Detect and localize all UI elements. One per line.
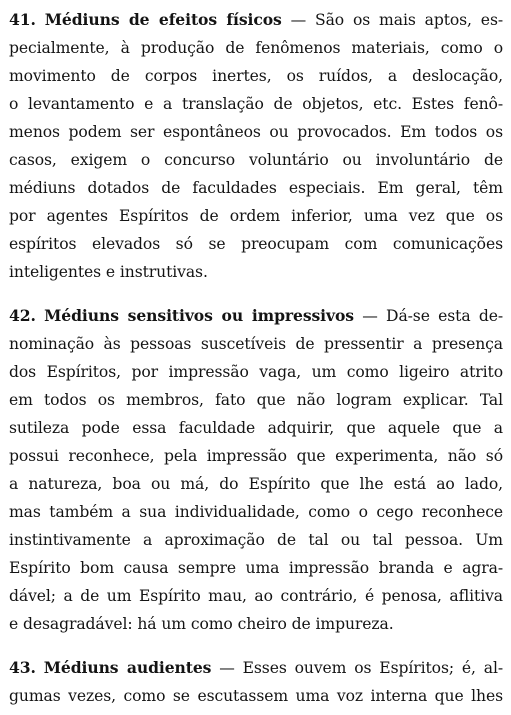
text-line: mas também a sua individualidade, como o cego reconhece [9,503,503,521]
text-run: — Dá-se esta de- [353,307,503,325]
text-line: dável; a de um Espírito mau, ao contrário, é penosa, aflitiva [9,587,503,605]
text-line: em todos os membros, fato que não logram explicar. Tal [9,391,503,409]
text-line: Espírito bom causa sempre uma impressão branda e agra- [9,559,503,577]
text-line: gumas vezes, como se escutassem uma voz interna que lhes [9,687,503,705]
text-run: — São os mais aptos, es- [281,11,503,29]
text-line: a natureza, boa ou má, do Espírito que lhe está ao lado, [9,475,503,493]
text-line: médiuns dotados de faculdades especiais. Em geral, têm [9,179,503,197]
text-line: espíritos elevados só se preocupam com comunicações [9,235,503,253]
text-run: — Esses ouvem os Espíritos; é, al- [211,659,503,677]
text-line: instintivamente a aproximação de tal ou tal pessoa. Um [9,531,503,549]
text-line [9,6,503,34]
section-number: 43. [9,658,36,677]
section-number: 41. [9,10,36,29]
text-line: movimento de corpos inertes, os ruídos, a deslocação, [9,67,503,85]
text-line: pecialmente, à produção de fenômenos materiais, como o [9,39,503,57]
text-line: possui reconhece, pela impressão que experimenta, não só [9,447,503,465]
text-line: dos Espíritos, por impressão vaga, um como ligeiro atrito [9,363,503,381]
text-line: sutileza pode essa faculdade adquirir, que aquele que a [9,419,503,437]
text-line: casos, exigem o concurso voluntário ou involuntário de [9,151,503,169]
section-heading: Médiuns de efeitos físicos [44,10,282,29]
text-line: o levantamento e a translação de objetos, etc. Estes fenô- [9,95,503,113]
text-line [9,302,503,330]
text-line: inteligentes e instrutivas. [9,263,208,281]
text-line: e desagradável: há um como cheiro de impureza. [9,615,394,633]
text-line: nominação às pessoas suscetíveis de pressentir a presença [9,335,503,353]
section-heading: Médiuns audientes [43,658,212,677]
text-line: por agentes Espíritos de ordem inferior, uma vez que os [9,207,503,225]
section-number: 42. [9,306,36,325]
text-line: menos podem ser espontâneos ou provocados. Em todos os [9,123,503,141]
text-line [9,654,503,682]
section-heading: Médiuns sensitivos ou impressivos [44,306,354,325]
